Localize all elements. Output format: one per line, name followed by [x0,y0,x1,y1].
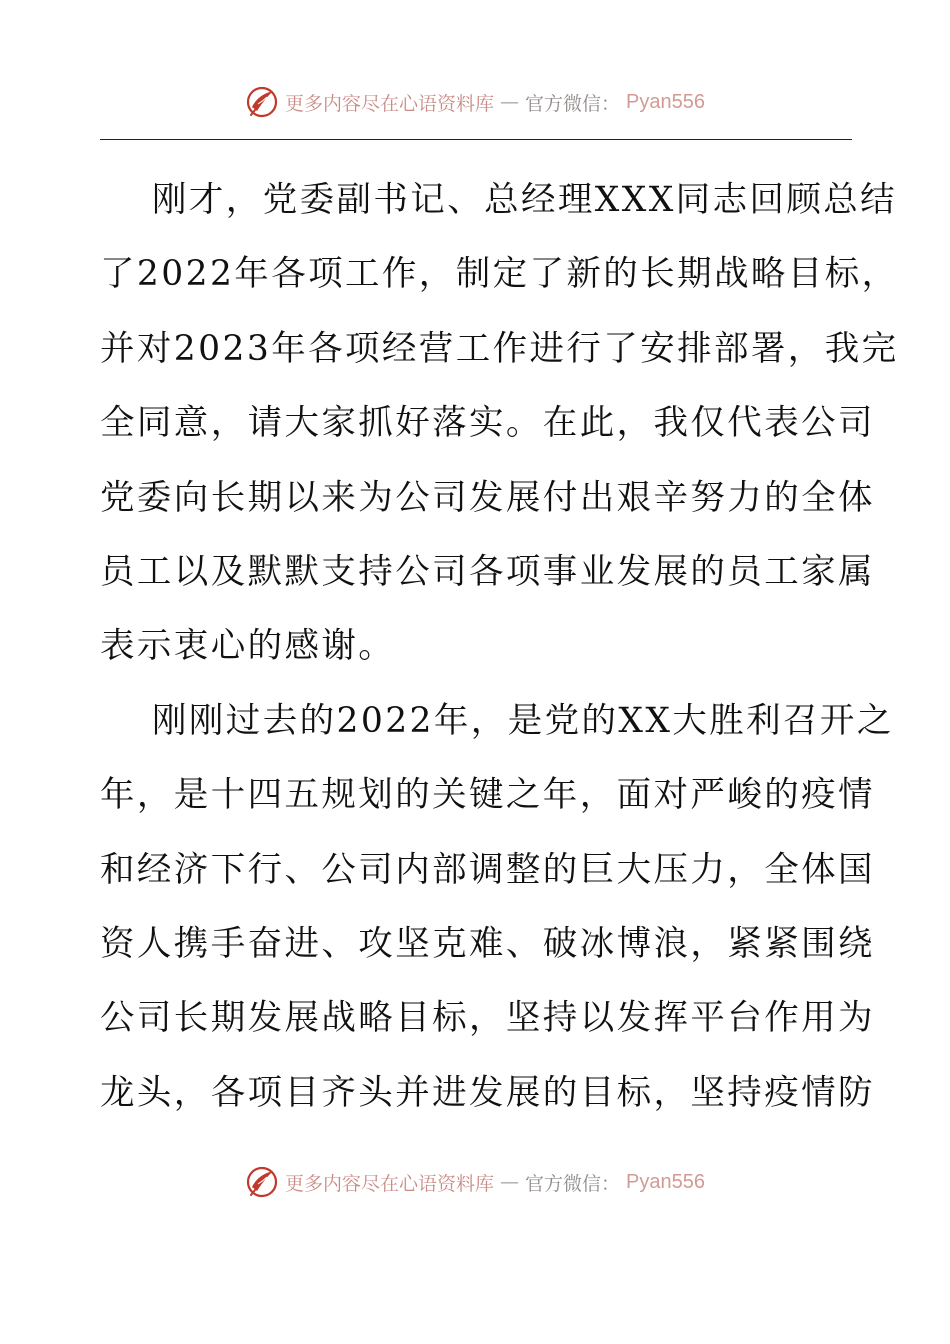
paragraph-1 [100,163,899,684]
text-line: 表示衷心的感谢。 [100,626,396,667]
header-watermark [0,82,950,122]
text-line: 并对2023年各项经营工作进行了安排部署，我完 [100,328,899,369]
document-body [100,163,899,1130]
watermark-dash: — [500,1171,520,1193]
brush-logo-icon [245,85,279,119]
text-line: 党委向长期以来为公司发展付出艰辛努力的全体 [100,477,875,518]
text-line: 和经济下行、公司内部调整的巨大压力，全体国 [100,849,875,890]
text-line: 龙头，各项目齐头并进发展的目标，坚持疫情防 [100,1072,875,1113]
text-line: 了2022年各项工作，制定了新的长期战略目标， [100,254,899,295]
text-line: 年，是十四五规划的关键之年，面对严峻的疫情 [100,775,875,816]
watermark-text: 更多内容尽在心语资料库 [285,92,495,115]
watermark-wechat-id: Pyan556 [626,90,705,113]
text-line: 员工以及默默支持公司各项事业发展的员工家属 [100,552,875,593]
watermark-wechat-label: 官方微信： [525,1172,621,1195]
text-line: 刚刚过去的2022年，是党的XX大胜利召开之 [152,700,894,741]
header-divider [100,139,852,140]
watermark-wechat-label: 官方微信： [525,92,621,115]
watermark-text: 更多内容尽在心语资料库 [285,1172,495,1195]
text-line: 全同意，请大家抓好落实。在此，我仅代表公司 [100,403,875,444]
footer-watermark [0,1162,950,1202]
text-line: 资人携手奋进、攻坚克难、破冰博浪，紧紧围绕 [100,924,875,965]
watermark-wechat-id: Pyan556 [626,1170,705,1193]
watermark-dash: — [500,91,520,113]
text-line: 公司长期发展战略目标，坚持以发挥平台作用为 [100,998,875,1039]
brush-logo-icon [245,1165,279,1199]
text-line: 刚才，党委副书记、总经理XXX同志回顾总结 [152,180,898,220]
paragraph-2 [100,684,894,1130]
